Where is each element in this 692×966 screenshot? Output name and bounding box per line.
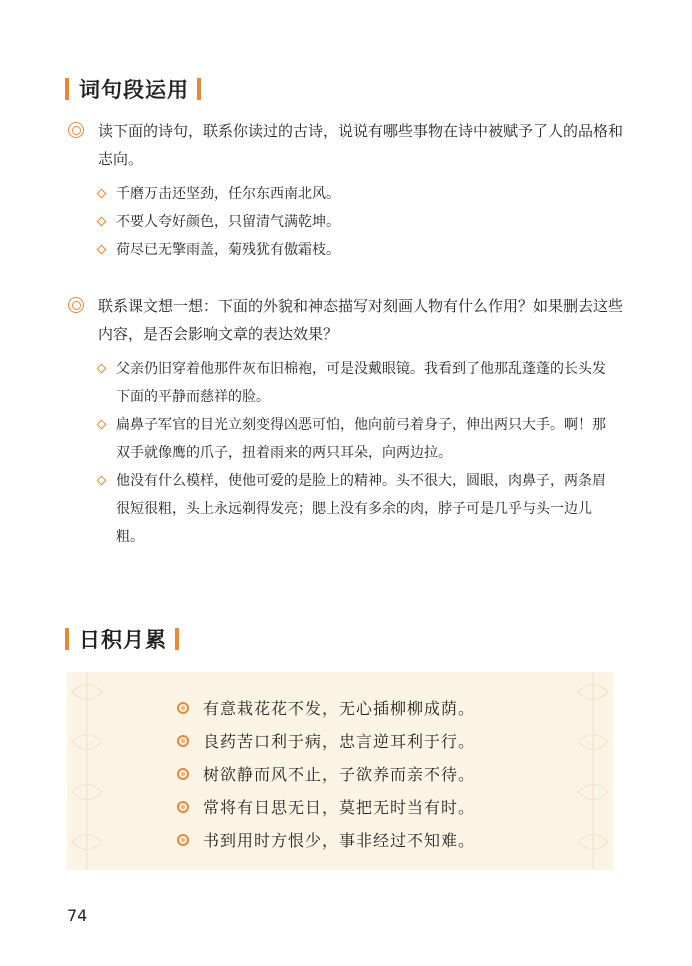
section-title: 词句段运用 bbox=[79, 78, 189, 102]
diamond-bullet-icon bbox=[97, 189, 107, 199]
list-item: 千磨万击还坚劲，任尔东西南北风。 bbox=[98, 180, 618, 208]
saying-item: 树欲静而风不止，子欲养而亲不待。 bbox=[177, 758, 557, 791]
list-item: 他没有什么模样，使他可爱的是脸上的精神。头不很大，圆眼，肉鼻子，两条眉很短很粗，头上永远剃得发亮；腮上没有多余的肉，脖子可是几乎与头一边儿粗。 bbox=[98, 467, 618, 551]
decorative-pattern-left bbox=[67, 672, 107, 870]
diamond-bullet-icon bbox=[97, 420, 107, 430]
list-item: 扁鼻子军官的目光立刻变得凶恶可怕，他向前弓着身子，伸出两只大手。啊！那双手就像鹰的爪子，扭着雨来的两只耳朵，向两边拉。 bbox=[98, 411, 618, 467]
saying-item: 良药苦口利于病，忠言逆耳利于行。 bbox=[177, 725, 557, 758]
saying-item: 常将有日思无日，莫把无时当有时。 bbox=[177, 791, 557, 824]
section-title: 日积月累 bbox=[79, 628, 167, 652]
question-2 bbox=[68, 292, 628, 348]
question-icon bbox=[68, 122, 84, 138]
question-text: 读下面的诗句，联系你读过的古诗，说说有哪些事物在诗中被赋予了人的品格和志向。 bbox=[98, 122, 624, 168]
section-heading-daily-accumulation bbox=[65, 624, 179, 654]
diamond-bullet-icon bbox=[97, 245, 107, 255]
list-item: 不要人夸好颜色，只留清气满乾坤。 bbox=[98, 208, 618, 236]
saying-item: 书到用时方恨少，事非经过不知难。 bbox=[177, 824, 557, 857]
question-2-items bbox=[98, 355, 618, 551]
diamond-bullet-icon bbox=[97, 364, 107, 374]
decorative-pattern-right bbox=[573, 672, 613, 870]
page-number: 74 bbox=[67, 906, 88, 925]
saying-item: 有意栽花花不发，无心插柳柳成荫。 bbox=[177, 692, 557, 725]
list-item: 荷尽已无擎雨盖，菊残犹有傲霜枝。 bbox=[98, 236, 618, 264]
circle-bullet-icon bbox=[177, 702, 189, 714]
question-icon bbox=[68, 297, 84, 313]
heading-bar-left bbox=[65, 78, 69, 100]
sayings-box bbox=[67, 672, 613, 870]
circle-bullet-icon bbox=[177, 735, 189, 747]
heading-bar-right bbox=[197, 78, 201, 100]
section-heading-word-usage bbox=[65, 74, 201, 104]
heading-bar-right bbox=[175, 628, 179, 650]
question-1 bbox=[68, 117, 628, 173]
heading-bar-left bbox=[65, 628, 69, 650]
diamond-bullet-icon bbox=[97, 476, 107, 486]
question-text: 联系课文想一想：下面的外貌和神态描写对刻画人物有什么作用？如果删去这些内容，是否会影响文章的表达效果？ bbox=[98, 297, 624, 343]
diamond-bullet-icon bbox=[97, 217, 107, 227]
list-item: 父亲仍旧穿着他那件灰布旧棉袍，可是没戴眼镜。我看到了他那乱蓬蓬的长头发下面的平静而慈祥的脸。 bbox=[98, 355, 618, 411]
sayings-list bbox=[177, 692, 557, 857]
circle-bullet-icon bbox=[177, 834, 189, 846]
circle-bullet-icon bbox=[177, 801, 189, 813]
circle-bullet-icon bbox=[177, 768, 189, 780]
question-1-items bbox=[98, 180, 618, 264]
